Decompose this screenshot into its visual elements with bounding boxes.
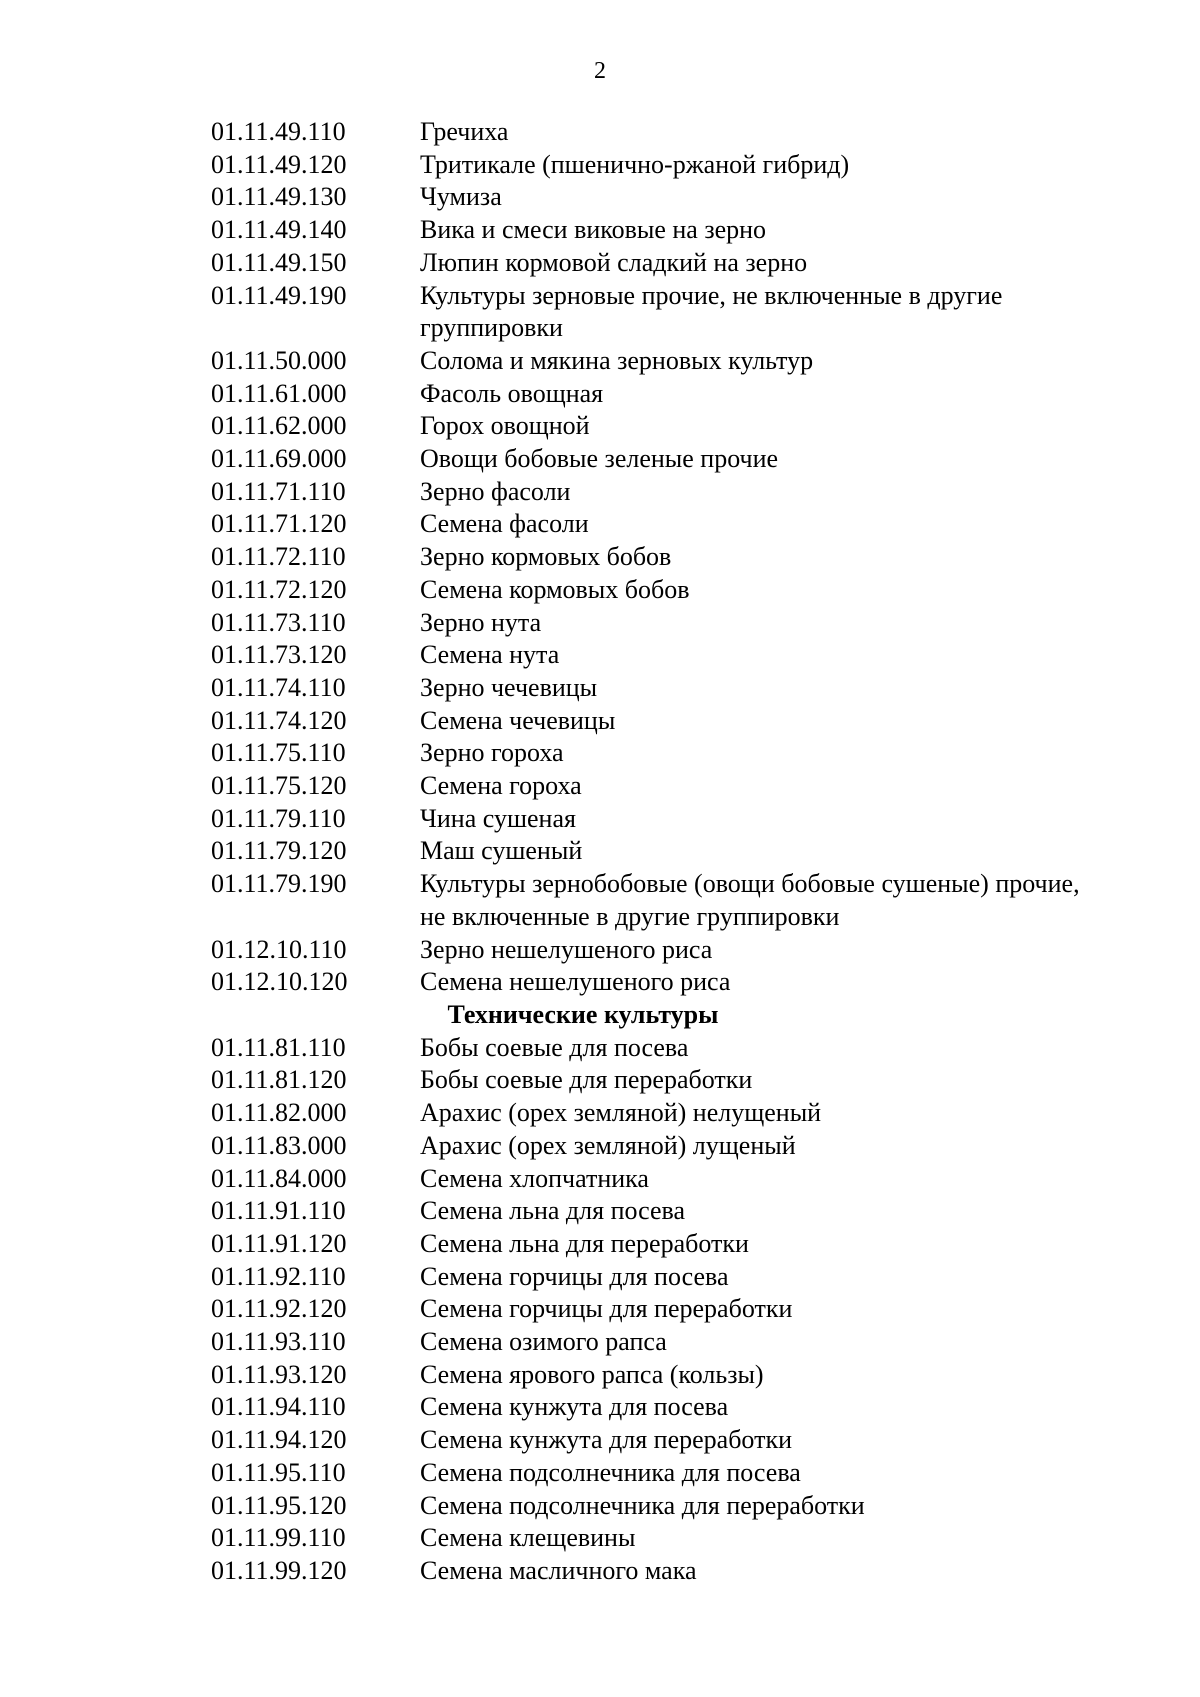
- item-name: Семена льна для посева: [420, 1196, 686, 1226]
- list-item: [211, 280, 1091, 345]
- item-code: 01.11.83.000: [211, 1130, 347, 1160]
- list-item: [211, 868, 1091, 933]
- item-code: 01.11.69.000: [211, 444, 347, 474]
- item-code: 01.11.99.110: [211, 1523, 346, 1553]
- list-item: [211, 1228, 1091, 1261]
- item-name: Семена ярового рапса (кользы): [420, 1359, 764, 1389]
- item-code: 01.11.94.110: [211, 1392, 346, 1422]
- list-item: [211, 672, 1091, 705]
- list-item: [211, 1522, 1091, 1555]
- item-code: 01.11.81.120: [211, 1065, 347, 1095]
- item-code: 01.11.49.130: [211, 182, 347, 212]
- item-name: Тритикале (пшенично-ржаной гибрид): [420, 149, 850, 179]
- item-name: Семена озимого рапса: [420, 1327, 667, 1357]
- list-item: [211, 1097, 1091, 1130]
- list-item: [211, 508, 1091, 541]
- list-item: [211, 149, 1091, 182]
- item-code: 01.11.49.150: [211, 247, 347, 277]
- item-name: Семена кунжута для посева: [420, 1392, 729, 1422]
- list-item: [211, 639, 1091, 672]
- item-name: Зерно фасоли: [420, 476, 571, 506]
- list-item: [211, 476, 1091, 509]
- list-item: [211, 247, 1091, 280]
- item-name: Семена масличного мака: [420, 1555, 697, 1585]
- item-name: Арахис (орех земляной) нелущеный: [420, 1098, 822, 1128]
- item-name: Зерно нешелушеного риса: [420, 934, 713, 964]
- item-name: Семена гороха: [420, 771, 582, 801]
- classification-list: [211, 116, 1091, 1588]
- item-name: Семена нешелушеного риса: [420, 967, 731, 997]
- item-name: Семена фасоли: [420, 509, 589, 539]
- item-name: Вика и смеси виковые на зерно: [420, 215, 767, 245]
- item-code: 01.11.49.190: [211, 280, 347, 310]
- section-technical-crops: [211, 1032, 1091, 1588]
- item-name: Бобы соевые для переработки: [420, 1065, 753, 1095]
- item-name: Чина сушеная: [420, 803, 576, 833]
- item-name: Семена подсолнечника для переработки: [420, 1490, 865, 1520]
- item-code: 01.11.95.120: [211, 1490, 347, 1520]
- item-code: 01.11.71.120: [211, 509, 347, 539]
- item-name: Зерно гороха: [420, 738, 564, 768]
- item-code: 01.11.49.140: [211, 215, 347, 245]
- item-name: Семена нута: [420, 640, 560, 670]
- item-code: 01.11.94.120: [211, 1425, 347, 1455]
- item-code: 01.11.62.000: [211, 411, 347, 441]
- item-code: 01.11.49.110: [211, 117, 346, 146]
- item-name: Арахис (орех земляной) лущеный: [420, 1130, 796, 1160]
- item-code: 01.11.73.120: [211, 640, 347, 670]
- list-item: [211, 214, 1091, 247]
- item-name: Семена кунжута для переработки: [420, 1425, 792, 1455]
- item-name: Семена чечевицы: [420, 705, 616, 735]
- item-code: 01.12.10.120: [211, 967, 348, 997]
- list-item: [211, 181, 1091, 214]
- item-code: 01.11.93.110: [211, 1327, 346, 1357]
- item-name: Семена клещевины: [420, 1523, 636, 1553]
- item-code: 01.11.95.110: [211, 1457, 346, 1487]
- item-code: 01.12.10.110: [211, 934, 347, 964]
- item-code: 01.11.92.110: [211, 1261, 346, 1291]
- item-code: 01.11.61.000: [211, 378, 347, 408]
- item-code: 01.11.99.120: [211, 1555, 347, 1585]
- item-code: 01.11.72.110: [211, 542, 346, 572]
- item-code: 01.11.79.190: [211, 869, 347, 899]
- list-item: [211, 934, 1091, 967]
- item-name: Фасоль овощная: [420, 378, 604, 408]
- item-code: 01.11.73.110: [211, 607, 346, 637]
- list-item: [211, 1490, 1091, 1523]
- item-code: 01.11.79.110: [211, 803, 346, 833]
- item-name: Люпин кормовой сладкий на зерно: [420, 247, 808, 277]
- section-grain-legumes: [211, 116, 1091, 999]
- item-name: Зерно нута: [420, 607, 542, 637]
- item-name: Зерно чечевицы: [420, 672, 598, 702]
- list-item: [211, 607, 1091, 640]
- list-item: [211, 116, 1091, 149]
- list-item: [211, 803, 1091, 836]
- item-name: Семена кормовых бобов: [420, 574, 690, 604]
- list-item: [211, 443, 1091, 476]
- item-name: Семена подсолнечника для посева: [420, 1457, 801, 1487]
- list-item: [211, 966, 1091, 999]
- list-item: [211, 835, 1091, 868]
- item-name: Маш сушеный: [420, 836, 583, 866]
- list-item: [211, 1457, 1091, 1490]
- list-item: [211, 1359, 1091, 1392]
- item-code: 01.11.49.120: [211, 149, 347, 179]
- item-name: Семена хлопчатника: [420, 1163, 649, 1193]
- item-code: 01.11.79.120: [211, 836, 347, 866]
- item-code: 01.11.71.110: [211, 476, 346, 506]
- list-item: [211, 1261, 1091, 1294]
- item-code: 01.11.75.110: [211, 738, 346, 768]
- section-heading-technical-crops: Технические культуры: [447, 999, 719, 1029]
- item-code: 01.11.93.120: [211, 1359, 347, 1389]
- list-item: [211, 1424, 1091, 1457]
- list-item: [211, 1293, 1091, 1326]
- item-name: Семена льна для переработки: [420, 1228, 749, 1258]
- list-item: [211, 1326, 1091, 1359]
- item-code: 01.11.74.120: [211, 705, 347, 735]
- list-item: [211, 1130, 1091, 1163]
- item-code: 01.11.72.120: [211, 574, 347, 604]
- item-code: 01.11.91.110: [211, 1196, 346, 1226]
- item-code: 01.11.91.120: [211, 1228, 347, 1258]
- item-name: Солома и мякина зерновых культур: [420, 345, 814, 375]
- item-name: Овощи бобовые зеленые прочие: [420, 444, 779, 474]
- item-name: Семена горчицы для посева: [420, 1261, 729, 1291]
- list-item: [211, 541, 1091, 574]
- item-code: 01.11.82.000: [211, 1098, 347, 1128]
- list-item: [211, 345, 1091, 378]
- list-item: [211, 1391, 1091, 1424]
- item-name: Бобы соевые для посева: [420, 1032, 689, 1062]
- item-name: Культуры зерновые прочие, не включенные в другие группировки: [420, 280, 1003, 343]
- list-item: [211, 1163, 1091, 1196]
- item-name: Гречиха: [420, 117, 509, 146]
- item-code: 01.11.81.110: [211, 1032, 346, 1062]
- item-code: 01.11.74.110: [211, 672, 346, 702]
- item-name: Культуры зернобобовые (овощи бобовые сушеные) прочие, не включенные в другие группировки: [420, 869, 1080, 931]
- list-item: [211, 1064, 1091, 1097]
- item-name: Чумиза: [420, 182, 502, 212]
- list-item: [211, 737, 1091, 770]
- item-code: 01.11.92.120: [211, 1294, 347, 1324]
- item-name: Зерно кормовых бобов: [420, 542, 672, 572]
- list-item: [211, 770, 1091, 803]
- list-item: [211, 1195, 1091, 1228]
- item-name: Горох овощной: [420, 411, 590, 441]
- list-item: [211, 1032, 1091, 1065]
- list-item: [211, 574, 1091, 607]
- item-name: Семена горчицы для переработки: [420, 1294, 793, 1324]
- item-code: 01.11.84.000: [211, 1163, 347, 1193]
- list-item: [211, 378, 1091, 411]
- page-number: 2: [594, 58, 606, 84]
- list-item: [211, 1555, 1091, 1588]
- item-code: 01.11.75.120: [211, 771, 347, 801]
- item-code: 01.11.50.000: [211, 345, 347, 375]
- list-item: [211, 705, 1091, 738]
- list-item: [211, 410, 1091, 443]
